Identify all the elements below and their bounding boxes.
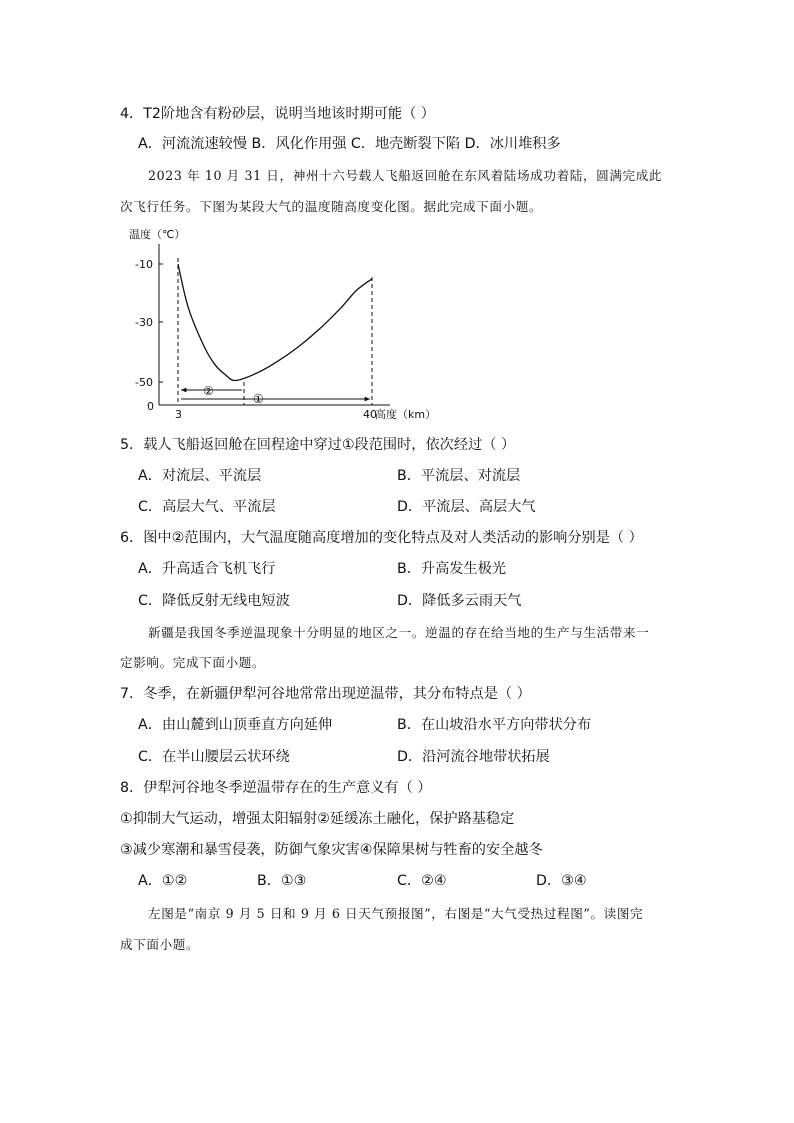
question-5-option-c: C．高层大气、平流层 — [138, 499, 276, 515]
question-7-option-d: D．沿河流谷地带状拓展 — [397, 749, 550, 765]
x-tick-label: 40 — [363, 408, 377, 421]
y-tick-label: -10 — [135, 258, 153, 271]
question-6-option-b: B．升高发生极光 — [397, 561, 507, 577]
passage-2-line-1: 新疆是我国冬季逆温现象十分明显的地区之一。逆温的存在给当地的生产与生活带来一 — [148, 625, 650, 640]
question-5-option-a: A．对流层、平流层 — [138, 468, 262, 484]
passage-3-line-2: 成下面小题。 — [120, 937, 200, 952]
y-axis-label: 温度（℃） — [129, 228, 186, 241]
question-7-stem: 7．冬季，在新疆伊犁河谷地常常出现逆温带，其分布特点是（ ） — [120, 686, 531, 702]
range-1-label: ① — [253, 392, 264, 406]
question-5-stem: 5．载人飞船返回舱在回程途中穿过①段范围时，依次经过（ ） — [120, 437, 516, 453]
x-axis-label: 高度（km） — [375, 408, 437, 421]
question-8-option-c: C．②④ — [397, 873, 447, 889]
question-8-option-b: B．①③ — [257, 873, 307, 889]
question-6-option-d: D．降低多云雨天气 — [397, 593, 522, 609]
x-tick-label: 3 — [175, 408, 182, 421]
question-6-option-a: A．升高适合飞机飞行 — [138, 561, 276, 577]
question-5-option-d: D．平流层、高层大气 — [397, 499, 536, 515]
question-6-stem: 6．图中②范围内，大气温度随高度增加的变化特点及对人类活动的影响分别是（ ） — [120, 530, 643, 546]
question-7-option-a: A．由山麓到山顶垂直方向延伸 — [138, 717, 333, 733]
y-tick-label: -50 — [135, 376, 153, 389]
question-8-option-a: A．①② — [138, 873, 188, 889]
question-8-item-1: ①抑制大气运动，增强太阳辐射②延缓冻土融化，保护路基稳定 — [120, 811, 515, 827]
temperature-altitude-chart — [125, 222, 437, 422]
y-tick-label: 0 — [147, 400, 154, 413]
question-4-options: A．河流流速较慢 B．风化作用强 C．地壳断裂下陷 D．冰川堆积多 — [138, 136, 561, 152]
question-6-option-c: C．降低反射无线电短波 — [138, 593, 290, 609]
range-2-label: ② — [203, 384, 214, 398]
passage-1-line-2: 次飞行任务。下图为某段大气的温度随高度变化图。据此完成下面小题。 — [120, 199, 543, 214]
question-8-option-d: D．③④ — [536, 873, 587, 889]
temperature-curve — [178, 264, 372, 381]
question-8-stem: 8．伊犁河谷地冬季逆温带存在的生产意义有（ ） — [120, 780, 432, 796]
question-7-option-b: B．在山坡沿水平方向带状分布 — [397, 717, 592, 733]
passage-3-line-1: 左图是“南京 9 月 5 日和 9 月 6 日天气预报图”，右图是“大气受热过程图”。读图完 — [148, 906, 644, 921]
passage-1-line-1: 2023 年 10 月 31 日，神州十六号载人飞船返回舱在东风着陆场成功着陆，圆满完成此 — [148, 168, 663, 183]
question-8-item-2: ③减少寒潮和暴雪侵袭，防御气象灾害④保障果树与牲畜的安全越冬 — [120, 842, 543, 858]
question-5-option-b: B．平流层、对流层 — [397, 468, 521, 484]
question-4-stem: 4．T2阶地含有粉砂层，说明当地该时期可能（ ） — [120, 106, 435, 122]
y-tick-label: -30 — [135, 316, 153, 329]
question-7-option-c: C．在半山腰层云状环绕 — [138, 749, 290, 765]
passage-2-line-2: 定影响。完成下面小题。 — [120, 655, 266, 670]
